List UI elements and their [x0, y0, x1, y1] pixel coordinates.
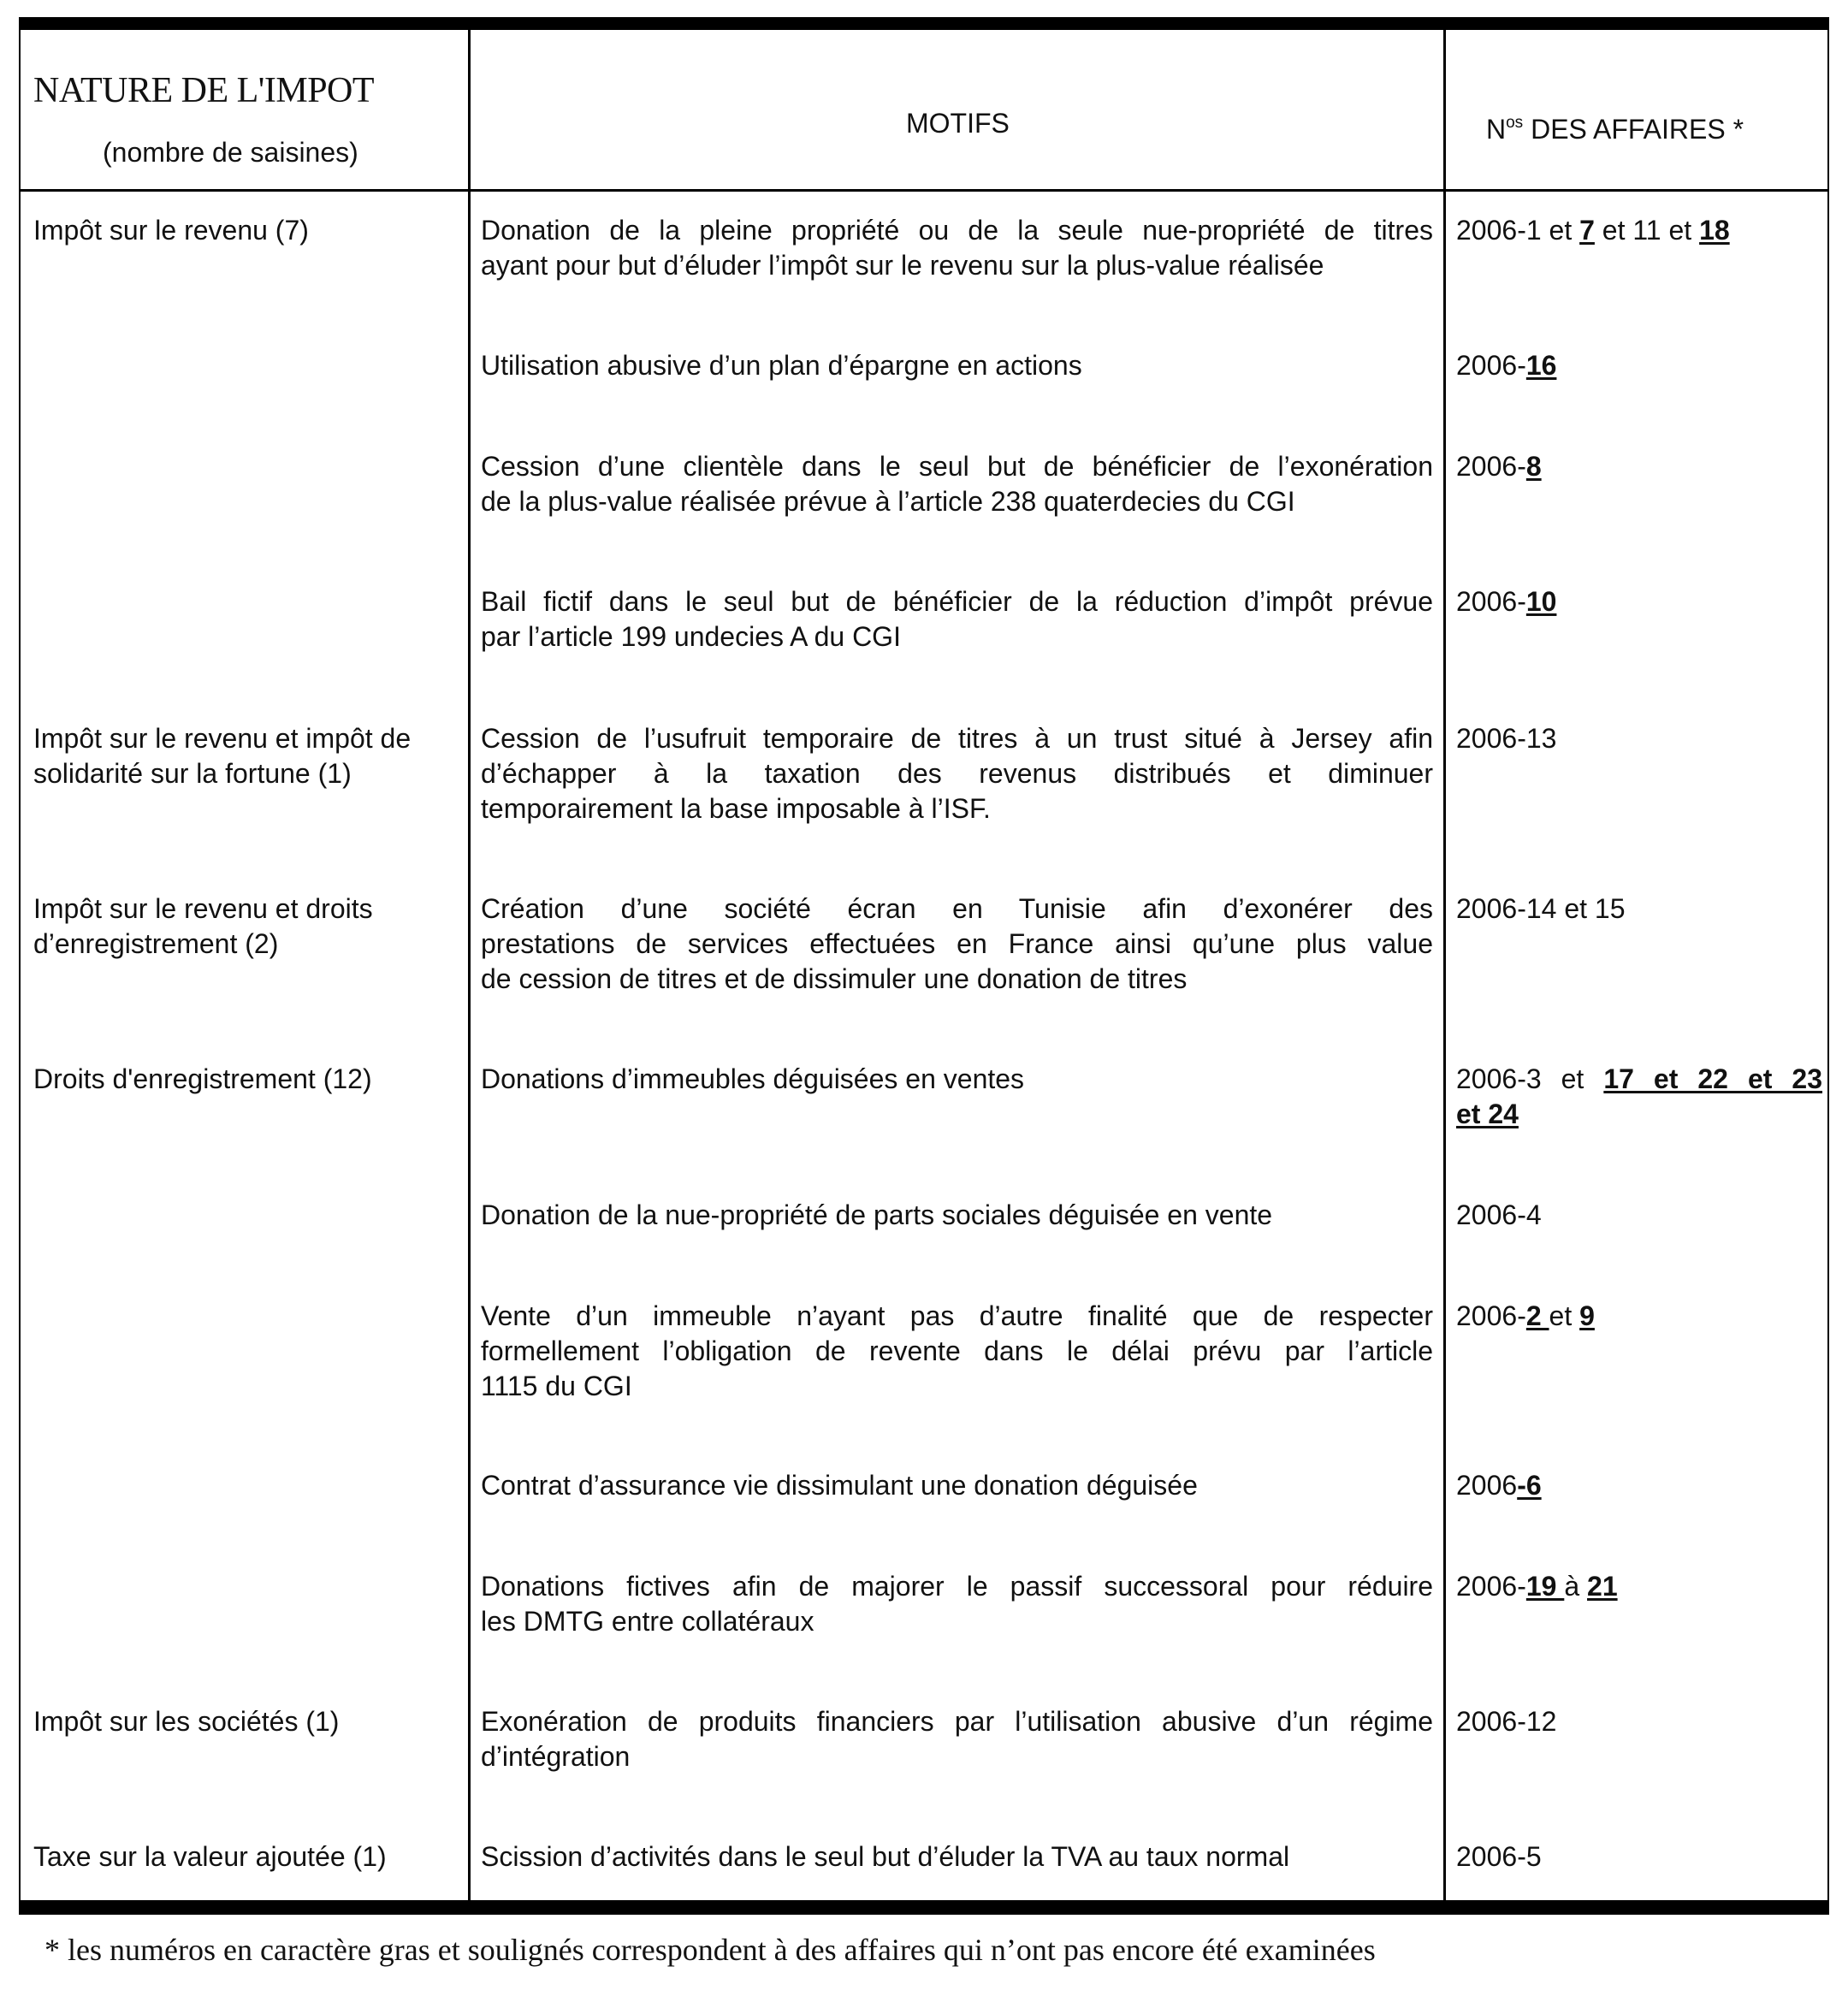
motif-cell: Donation de la pleine propriété ou de la seule nue-propriété de titres ayant pour but d’éluder l’impôt sur le revenu sur la plus-value réalisée: [481, 215, 1433, 281]
column-divider-1: [468, 30, 471, 1900]
footnote: * les numéros en caractère gras et soulignés correspondent à des affaires qui n’ont pas encore été examinées: [44, 1933, 1376, 1967]
affaire-cell: 2006-1 et 7 et 11 et 18: [1456, 215, 1730, 246]
affaire-cell: 2006-8: [1456, 451, 1542, 482]
affaire-cell: 2006-5: [1456, 1841, 1542, 1872]
nature-cell: Impôt sur le revenu et impôt de solidarité sur la fortune (1): [33, 723, 412, 789]
motif-cell: Bail fictif dans le seul but de bénéficier de la réduction d’impôt prévue par l’article 199 undecies A du CGI: [481, 586, 1433, 652]
motif-cell: Création d’une société écran en Tunisie afin d’exonérer des prestations de services effectuées en France ainsi qu’une plus value de cession de titres et de dissimuler une donation de titres: [481, 893, 1433, 994]
motif-cell: Contrat d’assurance vie dissimulant une donation déguisée: [481, 1470, 1198, 1501]
motif-cell: Cession de l’usufruit temporaire de titres à un trust situé à Jersey afin d’échapper à la taxation des revenus distribués et diminuer temporairement la base imposable à l’ISF.: [481, 723, 1433, 824]
motif-cell: Utilisation abusive d’un plan d’épargne en actions: [481, 350, 1082, 381]
affaire-cell: 2006-2 et 9: [1456, 1300, 1595, 1331]
affaire-cell: 2006-12: [1456, 1706, 1557, 1737]
nature-cell: Impôt sur le revenu (7): [33, 215, 309, 246]
header-nature-subtitle: (nombre de saisines): [103, 137, 358, 168]
motif-cell: Cession d’une clientèle dans le seul but de bénéficier de l’exonération de la plus-value réalisée prévue à l’article 238 quaterdecies du CGI: [481, 451, 1433, 517]
nature-cell: Droits d'enregistrement (12): [33, 1063, 372, 1094]
motif-cell: Donations d’immeubles déguisées en ventes: [481, 1063, 1025, 1094]
affaire-cell: 2006-4: [1456, 1199, 1542, 1230]
nature-cell: Taxe sur la valeur ajoutée (1): [33, 1841, 387, 1872]
column-divider-2: [1443, 30, 1446, 1900]
header-divider: [21, 189, 1827, 192]
nature-cell: Impôt sur le revenu et droits d’enregistrement (2): [33, 893, 373, 959]
affaire-cell: 2006-13: [1456, 723, 1557, 754]
motif-cell: Donations fictives afin de majorer le passif successoral pour réduire les DMTG entre collatéraux: [481, 1571, 1433, 1637]
affaire-cell: 2006-10: [1456, 586, 1557, 617]
affaire-cell: 2006-19 à 21: [1456, 1571, 1618, 1602]
motif-cell: Scission d’activités dans le seul but d’éluder la TVA au taux normal: [481, 1841, 1290, 1872]
nature-cell: Impôt sur les sociétés (1): [33, 1706, 340, 1737]
motif-cell: Exonération de produits financiers par l’utilisation abusive d’un régime d’intégration: [481, 1706, 1433, 1772]
motif-cell: Vente d’un immeuble n’ayant pas d’autre finalité que de respecter formellement l’obligation de revente dans le délai prévu par l’article 1115 du CGI: [481, 1300, 1433, 1401]
affaire-cell: 2006-16: [1456, 350, 1557, 381]
affaire-cell: 2006-6: [1456, 1470, 1542, 1501]
header-nature-title: NATURE DE L'IMPOT: [33, 71, 375, 110]
motif-cell: Donation de la nue-propriété de parts sociales déguisée en vente: [481, 1199, 1273, 1230]
header-affaires: $N^{os}$ DES AFFAIRES *: [1486, 114, 1744, 145]
header-motifs: MOTIFS: [906, 108, 1010, 139]
affaires-table: [19, 17, 1829, 1915]
affaire-cell: 2006-14 et 15: [1456, 893, 1626, 924]
affaire-cell: 2006-3 et 17 et 22 et 23 et 24: [1456, 1063, 1823, 1129]
